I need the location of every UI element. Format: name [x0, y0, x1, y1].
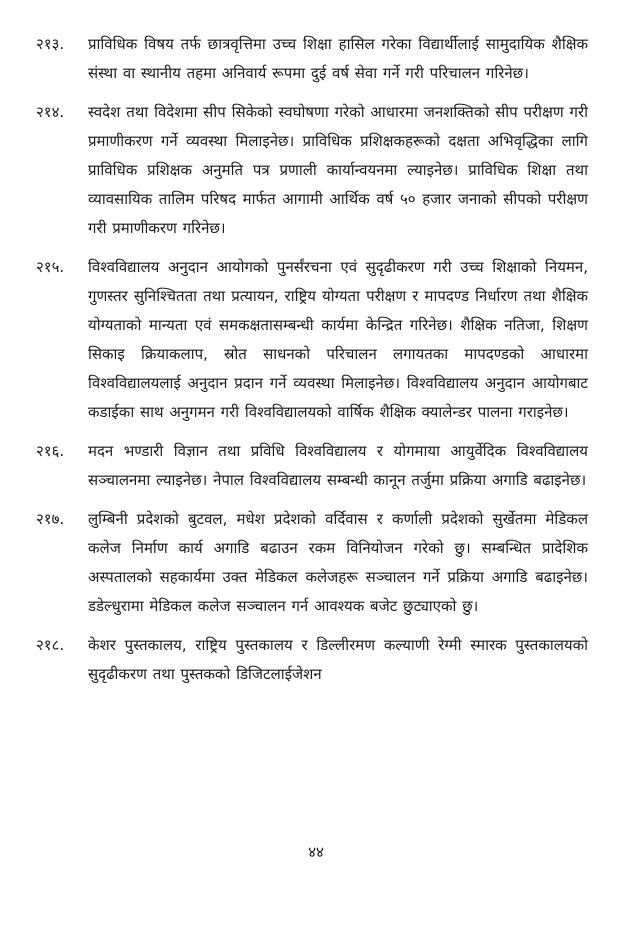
paragraph-216: [36, 437, 588, 495]
paragraph-text: विश्वविद्यालय अनुदान आयोगको पुनर्संरचना एवं सुदृढीकरण गरी उच्च शिक्षाको नियमन, गुणस्तर सुनिश्चितता तथा प्रत्यायन, राष्ट्रिय योग्यता परीक्षण र मापदण्ड निर्धारण तथा शैक्षिक योग्यताको मान्यता एवं समकक्षतासम्बन्धी कार्यमा केन्द्रित गरिनेछ। शैक्षिक नतिजा, शिक्षण सिकाइ क्रियाकलाप, स्रोत साधनको परिचालन लगायतका मापदण्डको आधारमा विश्वविद्यालयलाई अनुदान प्रदान गर्ने व्यवस्था मिलाइनेछ। विश्वविद्यालय अनुदान आयोगबाट कडाईका साथ अनुगमन गरी विश्वविद्यालयको वार्षिक शैक्षिक क्यालेन्डर पालना गराइनेछ।: [88, 258, 588, 421]
paragraph-number: २१५.: [36, 258, 65, 276]
paragraph-number: २१३.: [36, 35, 65, 53]
paragraph-214: [36, 98, 588, 243]
paragraph-number: २१८.: [36, 636, 65, 654]
paragraph-215: [36, 253, 588, 427]
paragraph-text: केशर पुस्तकालय, राष्ट्रिय पुस्तकालय र डिल्लीरमण कल्याणी रेग्मी स्मारक पुस्तकालयको सुदृढीकरण तथा पुस्तकको डिजिटलाईजेशन: [88, 636, 588, 683]
paragraph-218: [36, 631, 588, 689]
paragraph-number: २१४.: [36, 103, 65, 121]
paragraph-number: २१७.: [36, 510, 65, 528]
paragraph-text: मदन भण्डारी विज्ञान तथा प्रविधि विश्वविद्यालय र योगमाया आयुर्वेदिक विश्वविद्यालय सञ्चालनमा ल्याइनेछ। नेपाल विश्वविद्यालय सम्बन्धी कानून तर्जुमा प्रक्रिया अगाडि बढाइनेछ।: [88, 442, 588, 489]
paragraph-text: स्वदेश तथा विदेशमा सीप सिकेको स्वघोषणा गरेको आधारमा जनशक्तिको सीप परीक्षण गरी प्रमाणीकरण गर्ने व्यवस्था मिलाइनेछ। प्राविधिक प्रशिक्षकहरूको दक्षता अभिवृद्धिका लागि प्राविधिक प्रशिक्षक अनुमति पत्र प्रणाली कार्यान्वयनमा ल्याइनेछ। प्राविधिक शिक्षा तथा व्यावसायिक तालिम परिषद मार्फत आगामी आर्थिक वर्ष ५० हजार जनाको सीपको परीक्षण गरी प्रमाणीकरण गरिनेछ।: [88, 103, 588, 237]
paragraph-217: [36, 505, 588, 621]
paragraph-213: [36, 30, 588, 88]
paragraph-number: २१६.: [36, 442, 65, 460]
page-number: ४४: [308, 843, 324, 861]
paragraph-text: प्राविधिक विषय तर्फ छात्रवृत्तिमा उच्च शिक्षा हासिल गरेका विद्यार्थीलाई सामुदायिक शैक्षिक संस्था वा स्थानीय तहमा अनिवार्य रूपमा दुई वर्ष सेवा गर्ने गरी परिचालन गरिनेछ।: [88, 35, 588, 82]
paragraph-text: लुम्बिनी प्रदेशको बुटवल, मधेश प्रदेशको वर्दिवास र कर्णाली प्रदेशको सुर्खेतमा मेडिकल कलेज निर्माण कार्य अगाडि बढाउन रकम विनियोजन गरेको छु। सम्बन्धित प्रादेशिक अस्पतालको सहकार्यमा उक्त मेडिकल कलेजहरू सञ्चालन गर्ने प्रक्रिया अगाडि बढाइनेछ। डडेल्धुरामा मेडिकल कलेज सञ्चालन गर्न आवश्यक बजेट छुट्याएको छु।: [88, 510, 588, 615]
